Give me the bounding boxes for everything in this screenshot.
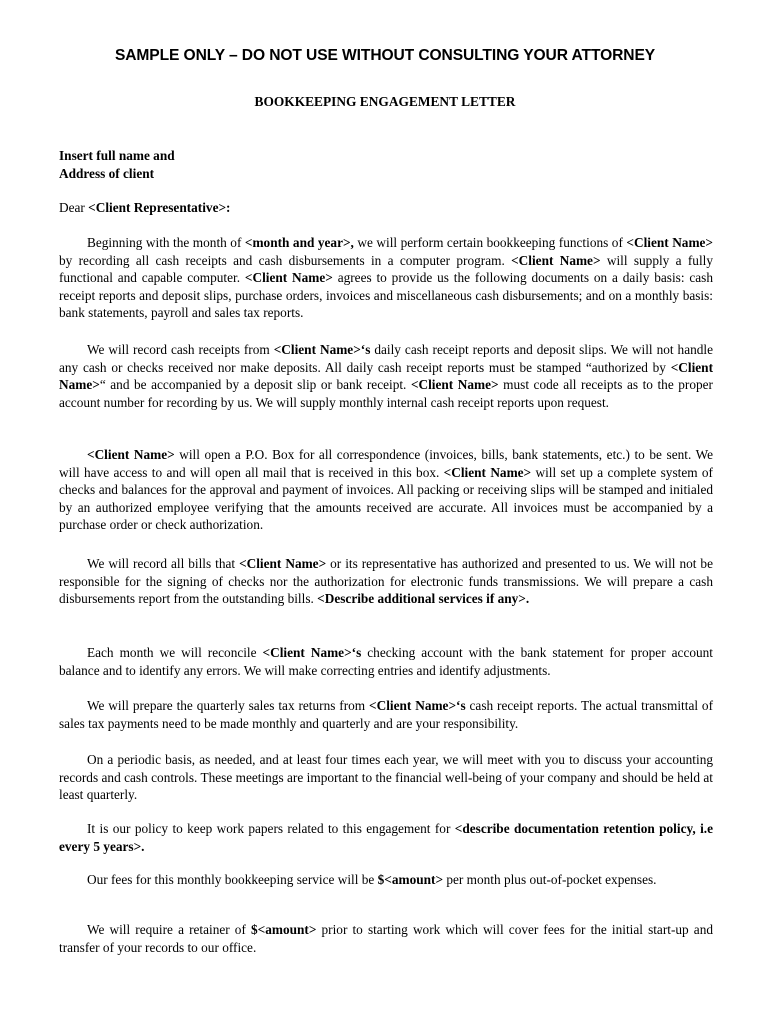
placeholder-text: $<amount>	[251, 922, 317, 937]
body-text: We will require a retainer of	[87, 922, 251, 937]
body-text: will open a P.O. Box for all correspondence (invoices, bills, bank statements, etc.) to be sent. We will have access to and will open all mail that is received in this box.	[59, 447, 713, 480]
body-text: We will record cash receipts from	[87, 342, 274, 357]
sample-warning-banner: SAMPLE ONLY – DO NOT USE WITHOUT CONSULTING YOUR ATTORNEY	[114, 47, 656, 64]
placeholder-text: <Client Name>	[626, 235, 713, 250]
paragraph-3	[59, 446, 713, 534]
paragraph-10	[59, 921, 713, 956]
paragraph-4	[59, 555, 713, 608]
body-text: will supply a fully functional and capable computer.	[59, 252, 713, 286]
body-text: cash receipt reports. The actual transmittal of sales tax payments need to be made monthly and quarterly and are your responsibility.	[59, 698, 714, 731]
placeholder-text: <Client Name>	[443, 464, 532, 480]
body-text: by recording all cash receipts and cash disbursements in a computer program.	[59, 252, 512, 268]
body-text: It is our policy to keep work papers related to this engagement for	[87, 821, 455, 836]
placeholder-text: <Client Name>‘s	[262, 645, 362, 660]
placeholder-text: <Client Name>	[239, 556, 327, 571]
address-line-2: Address of client	[59, 165, 155, 181]
placeholder-text: <Client Name>‘s	[273, 342, 371, 357]
placeholder-text: <Client Name>	[59, 359, 713, 393]
salutation-prefix: Dear	[59, 200, 89, 215]
paragraph-9	[59, 871, 713, 889]
placeholder-text: <Client Name>	[410, 377, 499, 393]
body-text: per month plus out-of-pocket expenses.	[443, 872, 657, 887]
paragraph-5	[59, 644, 713, 679]
salutation	[59, 199, 713, 217]
body-text: Beginning with the month of	[87, 235, 245, 250]
body-text: On a periodic basis, as needed, and at least four times each year, we will meet with you to discuss your accounting records and cash controls. These meetings are important to the financial well-being of your company and should be held at least quarterly.	[59, 752, 713, 803]
paragraph-2	[59, 341, 713, 411]
placeholder-text: <Client Name>	[511, 252, 601, 268]
paragraph-6	[59, 697, 713, 732]
salutation-placeholder: <Client Representative>:	[88, 200, 231, 215]
body-text: checking account with the bank statement for proper account balance and to identify any errors. We will make correcting entries and identify adjustments.	[59, 645, 713, 678]
placeholder-text: <Client Name>	[87, 447, 175, 462]
body-text: We will record all bills that	[87, 556, 240, 571]
placeholder-text: <describe documentation retention policy, i.e every 5 years>.	[59, 821, 714, 854]
body-text: We will prepare the quarterly sales tax returns from	[87, 698, 370, 713]
placeholder-text: <Describe additional services if any>.	[317, 591, 530, 607]
paragraph-1	[59, 234, 713, 322]
body-text: daily cash receipt reports and deposit slips. We will not handle any cash or checks received nor make deposits. All daily cash receipt reports must be stamped “authorized by	[59, 342, 714, 375]
body-text: we will perform certain bookkeeping functions of	[353, 235, 627, 250]
client-address-block	[59, 147, 713, 182]
body-text: will set up a complete system of checks and balances for the approval and payment of invoices. All packing or receiving slips will be stamped and initialed by an authorized employee verifying that the amounts received are accurate. All invoices must be accompanied by a purchase order or check authorization.	[59, 464, 713, 533]
paragraph-8	[59, 820, 713, 855]
body-text: Each month we will reconcile	[87, 645, 263, 660]
placeholder-text: <Client Name>‘s	[369, 698, 466, 713]
paragraph-7	[59, 751, 713, 804]
body-text: must code all receipts as to the proper account number for recording by us. We will supply monthly internal cash receipt reports upon request.	[59, 377, 713, 410]
placeholder-text: <Client Name>	[244, 270, 333, 286]
body-text: Our fees for this monthly bookkeeping service will be	[87, 872, 378, 887]
document-title: BOOKKEEPING ENGAGEMENT LETTER	[254, 94, 516, 109]
placeholder-text: $<amount>	[377, 872, 444, 887]
address-line-1: Insert full name and	[59, 148, 175, 163]
body-text: agrees to provide us the following documents on a daily basis: cash receipt reports and deposit slips, purchase orders, invoices and miscellaneous cash disbursements; and on a monthly basis: bank statements, payroll and sales tax reports.	[59, 270, 713, 321]
body-text: “ and be accompanied by a deposit slip or bank receipt.	[99, 377, 411, 393]
body-text: or its representative has authorized and presented to us. We will not be responsible for the signing of checks nor the authorization for electronic funds transmissions. We will prepare a cash disbursements report from the outstanding bills.	[59, 556, 713, 607]
placeholder-text: <month and year>,	[244, 235, 354, 250]
body-text: prior to starting work which will cover fees for the initial start-up and transfer of your records to our office.	[59, 922, 713, 955]
